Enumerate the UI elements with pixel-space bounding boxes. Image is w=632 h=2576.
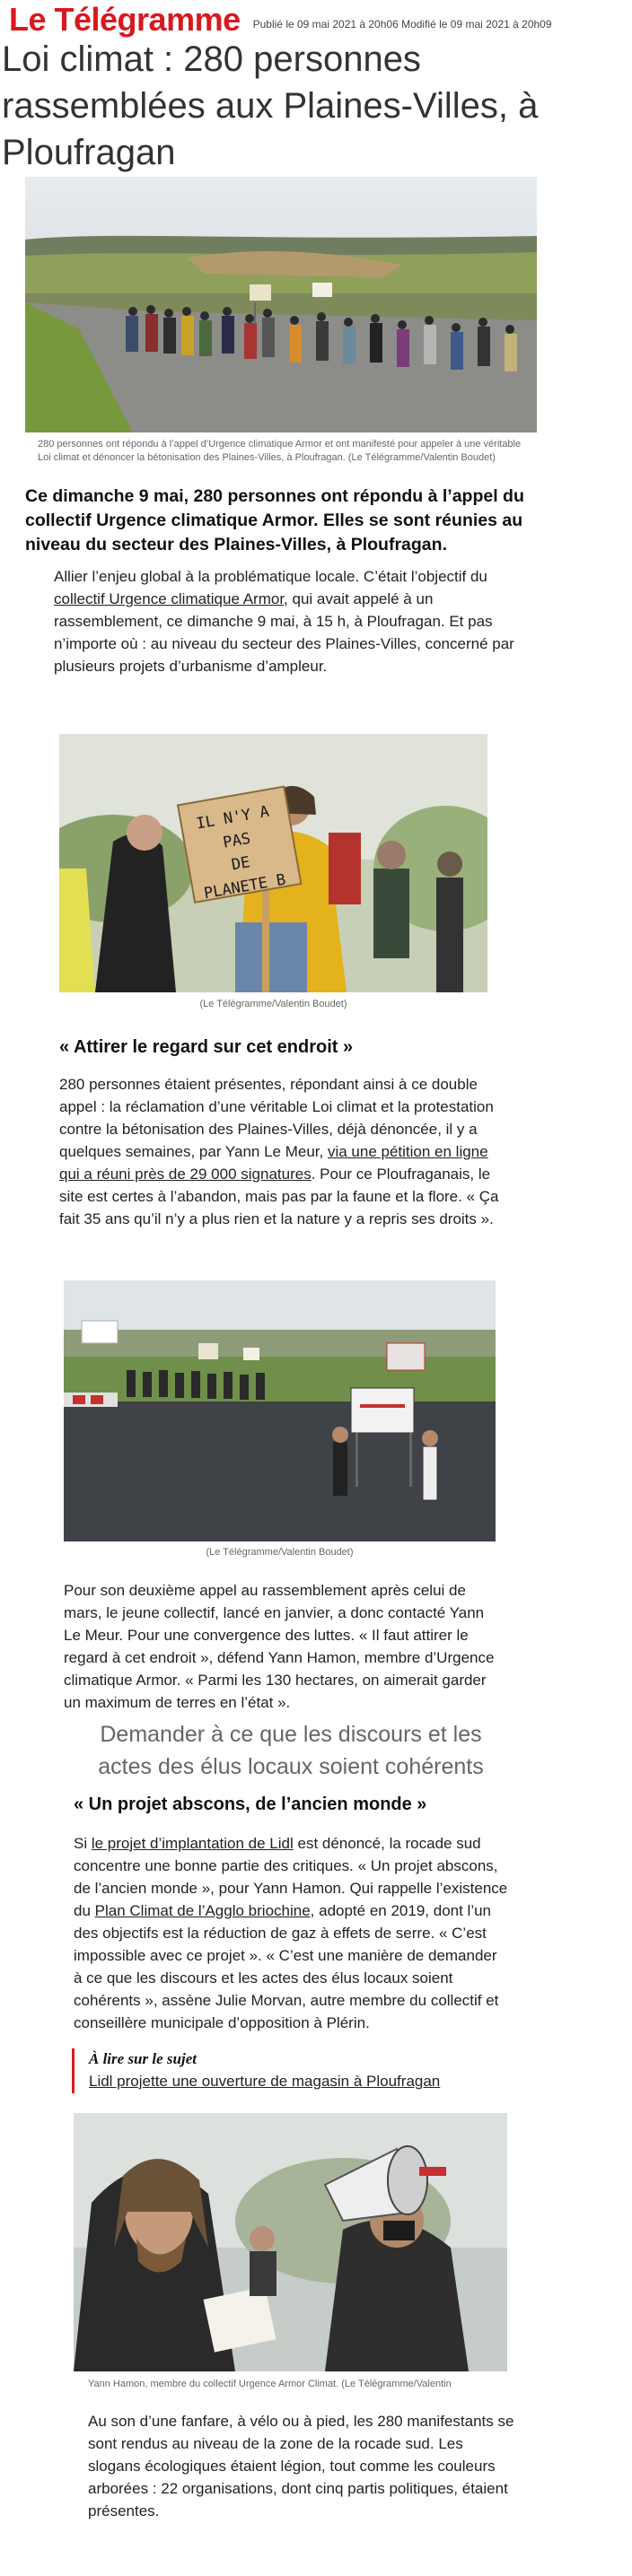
photo-march-road xyxy=(64,1280,496,1541)
publication-date: Publié le 09 mai 2021 à 20h06 Modifié le 09 mai 2021 à 20h09 xyxy=(252,18,552,31)
link-petition[interactable]: via une pétition en ligne qui a réuni près de 29 000 signatures xyxy=(59,1143,488,1183)
article-title: Loi climat : 280 personnes rassemblées aux Plaines-Villes, à Ploufragan xyxy=(2,39,539,172)
article-lead: Ce dimanche 9 mai, 280 personnes ont répondu à l’appel du collectif Urgence climatique Armor. Elles se sont réunies au niveau du secteur des Plaines-Villes, à Ploufragan. xyxy=(25,486,524,554)
link-projet-lidl[interactable]: le projet d’implantation de Lidl xyxy=(91,1835,294,1852)
see-also-link-lidl[interactable]: Lidl projette une ouverture de magasin à Ploufragan xyxy=(89,2073,441,2090)
paragraph-3: Pour son deuxième appel au rassemblement après celui de mars, le jeune collectif, lancé en janvier, a donc contacté Yann Le Meur. Pour une convergence des luttes. « Il faut attirer le regard à cet endroit », défend Yann Hamon, membre d’Urgence climatique Armor. « Parmi les 130 hectares, on aimerait garder un maximum de terres en l’état ». xyxy=(64,1582,495,1711)
pull-quote: Demander à ce que les discours et les actes des élus locaux soient cohérents xyxy=(98,1722,484,1779)
see-also-title: À lire sur le sujet xyxy=(89,2050,197,2067)
photo-crowd-field xyxy=(25,177,537,432)
photo-megaphone xyxy=(74,2113,507,2371)
paragraph-5: Au son d’une fanfare, à vélo ou à pied, les 280 manifestants se sont rendus au niveau de la zone de la rocade sud. Les slogans écologiques étaient légion, tout comme les couleurs arborées : 22 organisations, dont cinq partis politiques, étaient présentes. xyxy=(88,2413,514,2519)
link-plan-climat[interactable]: Plan Climat de l’Agglo briochine xyxy=(94,1902,311,1919)
masthead xyxy=(9,2,552,38)
photo-protest-sign xyxy=(59,734,487,992)
brand-logo[interactable]: Le Télégramme xyxy=(9,1,241,38)
paragraph-2: 280 personnes étaient présentes, répondant ainsi à ce double appel : la réclamation d’une véritable Loi climat et la protestation contre la bétonisation des Plaines-Villes, déjà dénoncée, il y a quelques semaines, par Yann Le Meur, via une pétition en ligne qui a réuni près de 29 000 signatures. Pour ce Ploufraganais, le site est certes à l’abandon, mais pas par la faune et la flore. « Ça fait 35 ans qu’il n’y a plus rien et la nature y a repris ses droits ». xyxy=(59,1076,499,1227)
subhead-attirer: « Attirer le regard sur cet endroit » xyxy=(59,1037,354,1057)
paragraph-1: Allier l’enjeu global à la problématique locale. C’était l’objectif du collectif Urgence climatique Armor, qui avait appelé à un rassemblement, ce dimanche 9 mai, à 15 h, à Ploufragan. Et pas n’importe où : au niveau du secteur des Plaines-Villes, concerné par plusieurs projets d’urbanisme d’ampleur. xyxy=(54,568,514,675)
protest-sign-text: IL N'Y A PAS DE PLANETE B xyxy=(195,802,287,904)
photo4-caption: Yann Hamon, membre du collectif Urgence Armor Climat. (Le Télégramme/Valentin xyxy=(88,2379,452,2389)
paragraph-4: Si le projet d’implantation de Lidl est dénoncé, la rocade sud concentre une bonne partie des critiques. « Un projet abscons, de l’ancien monde », pour Yann Hamon. Qui rappelle l’existence du Plan Climat de l’Agglo briochine, adopté en 2019, dont l’un des objectifs est la réduction de gaz à effets de serre. « C’est impossible avec ce projet ». « C’est une manière de demander à ce que les discours et les actes des élus locaux soient cohérents », assène Julie Morvan, autre membre du collectif et conseillère municipale d’opposition à Plérin. xyxy=(74,1835,508,2031)
photo3-caption: (Le Télégramme/Valentin Boudet) xyxy=(206,1547,354,1558)
subhead-projet-abscons: « Un projet abscons, de l’ancien monde » xyxy=(74,1794,427,1814)
see-also-box xyxy=(72,2048,521,2093)
link-collectif[interactable]: collectif Urgence climatique Armor xyxy=(54,590,285,607)
photo2-caption: (Le Télégramme/Valentin Boudet) xyxy=(199,999,347,1009)
photo1-caption: 280 personnes ont répondu à l’appel d’Urgence climatique Armor et ont manifesté pour appeler à une véritable Loi climat et dénoncer la bétonisation des Plaines-Villes, à Ploufragan. (Le Télégramme/Valentin Boudet) xyxy=(38,439,522,463)
